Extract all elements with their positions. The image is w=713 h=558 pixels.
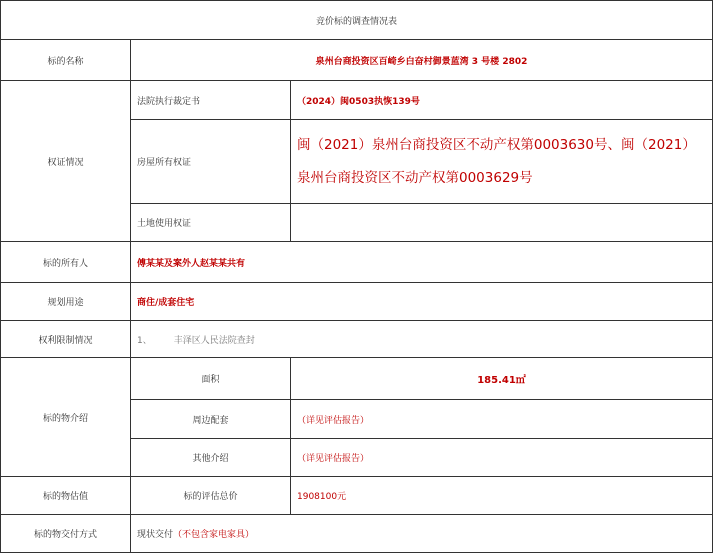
owner-label: 标的所有人 [1, 242, 131, 283]
title-status-label: 权证情况 [1, 81, 131, 242]
table-row-valuation [1, 477, 713, 515]
table-row-court-ruling [1, 81, 713, 120]
table-row-planned-use [1, 283, 713, 321]
restriction-value [131, 321, 713, 358]
valuation-value: 1908100元 [291, 477, 713, 515]
valuation-sublabel: 标的评估总价 [131, 477, 291, 515]
restriction-label: 权利限制情况 [1, 321, 131, 358]
valuation-label: 标的物估值 [1, 477, 131, 515]
other-label: 其他介绍 [131, 439, 291, 477]
property-cert-value: 闽（2021）泉州台商投资区不动产权第0003630号、闽（2021）泉州台商投资区不动产权第0003629号 [291, 120, 713, 204]
table-row-area [1, 358, 713, 400]
surroundings-label: 周边配套 [131, 400, 291, 439]
table-row-restriction [1, 321, 713, 358]
planned-use-label: 规划用途 [1, 283, 131, 321]
table-row-owner [1, 242, 713, 283]
other-value: （详见评估报告） [291, 439, 713, 477]
delivery-note: （不包含家电家具） [173, 530, 255, 540]
owner-value: 傅某某及案外人赵某某共有 [131, 242, 713, 283]
table-title: 竞价标的调查情况表 [1, 1, 713, 40]
area-value: 185.41㎡ [291, 358, 713, 400]
planned-use-value: 商住/成套住宅 [131, 283, 713, 321]
table-row-delivery [1, 515, 713, 553]
land-cert-label: 土地使用权证 [131, 204, 291, 242]
target-name-label: 标的名称 [1, 40, 131, 81]
target-name-value: 泉州台商投资区百崎乡白奋村御景蓝湾 3 号楼 2802 [131, 40, 713, 81]
delivery-method: 现状交付 [137, 530, 174, 540]
court-ruling-value: （2024）闽0503执恢139号 [291, 81, 713, 120]
area-label: 面积 [131, 358, 291, 400]
delivery-value [131, 515, 713, 553]
intro-label: 标的物介绍 [1, 358, 131, 477]
table-row-target-name [1, 40, 713, 81]
land-cert-value [291, 204, 713, 242]
court-ruling-label: 法院执行裁定书 [131, 81, 291, 120]
delivery-label: 标的物交付方式 [1, 515, 131, 553]
surroundings-value: （详见评估报告） [291, 400, 713, 439]
property-cert-label: 房屋所有权证 [131, 120, 291, 204]
restriction-number: 1、 [137, 335, 152, 346]
restriction-text: 丰泽区人民法院查封 [173, 335, 255, 346]
